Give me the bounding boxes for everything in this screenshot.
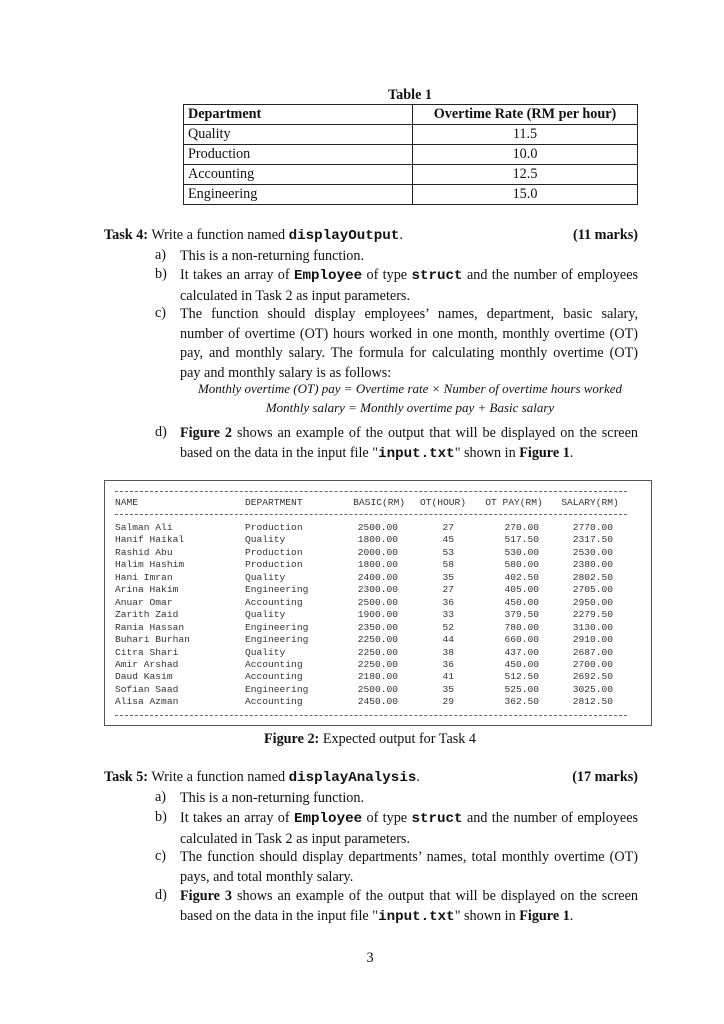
output-cell-dept: Engineering xyxy=(245,683,309,695)
figure-ref: Figure 3 xyxy=(180,888,233,904)
output-cell-name: Anuar Omar xyxy=(115,596,173,608)
output-cell-salary: 2950.00 xyxy=(572,596,613,608)
item-text xyxy=(180,424,638,464)
item-text xyxy=(180,887,638,927)
figure2-caption xyxy=(0,731,724,748)
output-cell-otpay: 525.00 xyxy=(504,683,539,695)
item-label: d) xyxy=(155,887,167,903)
task5-label: Task 5: xyxy=(104,769,149,785)
task4-marks: (11 marks) xyxy=(572,227,638,243)
item-label: c) xyxy=(155,848,167,864)
output-cell-salary: 2705.00 xyxy=(572,584,613,596)
output-cell-ot: 45 xyxy=(442,534,454,546)
output-row xyxy=(115,671,627,684)
output-row xyxy=(115,572,627,585)
output-cell-ot: 27 xyxy=(442,584,454,596)
output-row xyxy=(115,659,627,672)
output-cell-dept: Production xyxy=(245,522,303,533)
table-header-department: Department xyxy=(184,105,413,125)
output-cell-salary: 2770.00 xyxy=(572,522,613,533)
caption-label: Figure 2: xyxy=(263,731,320,747)
output-cell-basic: 1800.00 xyxy=(357,534,398,546)
output-row xyxy=(115,522,627,535)
table-cell-rate: 11.5 xyxy=(413,125,638,145)
caption-text: Expected output for Task 4 xyxy=(322,731,477,747)
item-label: b) xyxy=(155,266,167,282)
figure-ref: Figure 1 xyxy=(519,444,570,461)
figure-ref: Figure 1 xyxy=(519,907,570,924)
header-basic: BASIC(RM) xyxy=(353,497,405,508)
code-employee: Employee xyxy=(294,811,363,827)
table-row xyxy=(184,165,638,185)
output-cell-dept: Quality xyxy=(245,534,286,546)
item-label: d) xyxy=(155,424,167,440)
output-cell-otpay: 512.50 xyxy=(504,671,539,683)
output-cell-otpay: 270.00 xyxy=(504,522,539,533)
output-cell-otpay: 379.50 xyxy=(504,609,539,621)
table-cell-department: Quality xyxy=(184,125,413,145)
output-cell-otpay: 402.50 xyxy=(504,571,539,583)
output-cell-name: Hani Imran xyxy=(115,571,173,583)
code-struct: struct xyxy=(411,268,463,284)
output-row xyxy=(115,622,627,635)
task5-end: . xyxy=(416,769,420,785)
task4-heading xyxy=(104,227,638,244)
item-label: a) xyxy=(155,789,167,805)
text-run: shows an example of the output that will be displayed on the screen based on the data in the input file " xyxy=(180,888,638,924)
table-row xyxy=(184,185,638,205)
formula-salary: Monthly salary = Monthly overtime pay + Basic salary xyxy=(265,400,555,415)
divider xyxy=(115,514,627,515)
output-cell-otpay: 517.50 xyxy=(504,534,539,546)
output-cell-dept: Accounting xyxy=(245,671,303,683)
divider xyxy=(115,715,627,716)
output-cell-ot: 35 xyxy=(442,571,454,583)
header-department: DEPARTMENT xyxy=(245,497,303,508)
output-cell-dept: Production xyxy=(245,559,303,571)
output-cell-basic: 2500.00 xyxy=(357,596,398,608)
text-run: and the number of employees calculated in Task 2 as input parameters. xyxy=(180,810,639,847)
output-cell-salary: 2692.50 xyxy=(572,671,613,683)
output-cell-name: Arina Hakim xyxy=(115,584,179,596)
output-cell-ot: 53 xyxy=(442,546,454,558)
output-row xyxy=(115,684,627,697)
figure-ref: Figure 2 xyxy=(180,425,233,441)
table-cell-department: Engineering xyxy=(184,185,413,205)
table-cell-department: Accounting xyxy=(184,165,413,185)
output-cell-ot: 44 xyxy=(442,634,454,646)
header-salary: SALARY(RM) xyxy=(561,497,619,508)
item-label: a) xyxy=(155,247,167,263)
output-cell-dept: Engineering xyxy=(245,584,309,596)
output-cell-name: Amir Arshad xyxy=(115,658,179,670)
table-cell-rate: 15.0 xyxy=(413,185,638,205)
overtime-rate-table xyxy=(183,104,638,205)
output-cell-dept: Quality xyxy=(245,609,286,621)
output-cell-name: Daud Kasim xyxy=(115,671,173,683)
output-cell-salary: 2910.00 xyxy=(572,634,613,646)
output-cell-name: Rania Hassan xyxy=(115,621,185,633)
output-row xyxy=(115,696,627,709)
output-cell-basic: 2250.00 xyxy=(357,646,398,658)
output-cell-ot: 29 xyxy=(442,696,454,708)
output-cell-otpay: 450.00 xyxy=(504,658,539,670)
output-cell-ot: 33 xyxy=(442,609,454,621)
output-cell-basic: 1800.00 xyxy=(357,559,398,571)
text-run: . xyxy=(569,444,574,461)
text-run: It takes an array of xyxy=(180,267,290,283)
text-run: " shown in xyxy=(454,444,516,461)
item-text: This is a non-returning function. xyxy=(180,790,365,806)
output-cell-ot: 35 xyxy=(442,683,454,695)
output-cell-basic: 2350.00 xyxy=(357,621,398,633)
output-cell-dept: Production xyxy=(245,546,303,558)
output-row xyxy=(115,609,627,622)
page-number: 3 xyxy=(366,950,374,966)
text-run: of type xyxy=(366,267,408,283)
output-cell-salary: 2687.00 xyxy=(572,646,613,658)
output-cell-name: Salman Ali xyxy=(115,522,173,533)
output-cell-basic: 1900.00 xyxy=(357,609,398,621)
output-cell-basic: 2250.00 xyxy=(357,658,398,670)
output-cell-ot: 27 xyxy=(442,522,454,533)
table-cell-rate: 10.0 xyxy=(413,145,638,165)
task5-marks: (17 marks) xyxy=(572,769,638,785)
output-cell-ot: 52 xyxy=(442,621,454,633)
output-cell-name: Citra Shari xyxy=(115,646,179,658)
divider xyxy=(115,491,627,492)
output-header-row xyxy=(115,497,627,510)
task4-label: Task 4: xyxy=(104,227,149,243)
output-cell-salary: 3025.00 xyxy=(572,683,613,695)
task4-end: . xyxy=(399,227,403,243)
code-struct: struct xyxy=(411,811,463,827)
output-cell-ot: 58 xyxy=(442,559,454,571)
output-cell-salary: 2279.50 xyxy=(572,609,613,621)
task5-intro: Write a function named xyxy=(151,769,286,785)
table-cell-department: Production xyxy=(184,145,413,165)
output-cell-basic: 2500.00 xyxy=(357,522,398,533)
output-cell-name: Halim Hashim xyxy=(115,559,185,571)
task5-heading xyxy=(104,769,638,786)
output-row xyxy=(115,597,627,610)
output-row xyxy=(115,647,627,660)
output-cell-basic: 2250.00 xyxy=(357,634,398,646)
output-cell-basic: 2000.00 xyxy=(357,546,398,558)
output-cell-basic: 2180.00 xyxy=(357,671,398,683)
item-text: This is a non-returning function. xyxy=(180,248,365,264)
output-cell-name: Rashid Abu xyxy=(115,546,173,558)
item-text: The function should display departments’ names, total monthly overtime (OT) pays, and total monthly salary. xyxy=(180,849,638,885)
output-cell-salary: 3130.00 xyxy=(572,621,613,633)
output-cell-dept: Quality xyxy=(245,571,286,583)
text-run: . xyxy=(569,907,574,924)
item-text xyxy=(180,809,638,849)
table-header-row xyxy=(184,105,638,125)
table-header-rate: Overtime Rate (RM per hour) xyxy=(413,105,638,125)
output-cell-dept: Quality xyxy=(245,646,286,658)
table-row xyxy=(184,145,638,165)
figure2-output-box xyxy=(104,480,652,726)
output-cell-name: Buhari Burhan xyxy=(115,634,190,646)
text-run: " shown in xyxy=(454,907,516,924)
output-cell-ot: 41 xyxy=(442,671,454,683)
output-cell-otpay: 780.00 xyxy=(504,621,539,633)
output-cell-otpay: 660.00 xyxy=(504,634,539,646)
output-cell-ot: 38 xyxy=(442,646,454,658)
code-filename: input.txt xyxy=(378,445,455,462)
header-ot-hour: OT(HOUR) xyxy=(419,497,467,508)
table1-caption: Table 1 xyxy=(387,87,433,103)
item-text: The function should display employees’ names, department, basic salary, number of overtime (OT) hours worked in one month, monthly overtime (OT) pay, and monthly salary. The formula for calculating monthly overtime (OT) pay and monthly salary is as follows: xyxy=(180,306,638,381)
output-cell-salary: 2802.50 xyxy=(572,571,613,583)
output-row xyxy=(115,559,627,572)
task4-function-name: displayOutput xyxy=(288,228,400,244)
table-cell-rate: 12.5 xyxy=(413,165,638,185)
output-cell-name: Alisa Azman xyxy=(115,696,179,708)
table-row xyxy=(184,125,638,145)
output-cell-salary: 2317.50 xyxy=(572,534,613,546)
text-run: shows an example of the output that will be displayed on the screen based on the data in the input file " xyxy=(180,425,638,461)
formula-ot-pay: Monthly overtime (OT) pay = Overtime rate × Number of overtime hours worked xyxy=(197,381,623,396)
output-cell-basic: 2450.00 xyxy=(357,696,398,708)
output-cell-basic: 2400.00 xyxy=(357,571,398,583)
item-text xyxy=(180,266,638,306)
output-cell-ot: 36 xyxy=(442,658,454,670)
task5-function-name: displayAnalysis xyxy=(288,770,417,786)
output-row xyxy=(115,584,627,597)
output-cell-salary: 2380.00 xyxy=(572,559,613,571)
output-cell-name: Zarith Zaid xyxy=(115,609,179,621)
output-cell-dept: Accounting xyxy=(245,596,303,608)
output-cell-basic: 2500.00 xyxy=(357,683,398,695)
output-cell-dept: Accounting xyxy=(245,658,303,670)
output-cell-dept: Engineering xyxy=(245,621,309,633)
output-cell-otpay: 362.50 xyxy=(504,696,539,708)
code-employee: Employee xyxy=(294,268,363,284)
output-cell-salary: 2700.00 xyxy=(572,658,613,670)
item-label: b) xyxy=(155,809,167,825)
text-run: of type xyxy=(366,810,408,826)
output-cell-salary: 2530.00 xyxy=(572,546,613,558)
output-cell-otpay: 437.00 xyxy=(504,646,539,658)
output-row xyxy=(115,534,627,547)
item-label: c) xyxy=(155,305,167,321)
output-cell-ot: 36 xyxy=(442,596,454,608)
output-cell-dept: Accounting xyxy=(245,696,303,708)
output-cell-otpay: 405.00 xyxy=(504,584,539,596)
text-run: It takes an array of xyxy=(180,810,290,826)
task4-intro: Write a function named xyxy=(151,227,286,243)
output-cell-salary: 2812.50 xyxy=(572,696,613,708)
output-cell-otpay: 580.00 xyxy=(504,559,539,571)
code-filename: input.txt xyxy=(378,908,455,925)
text-run: and the number of employees calculated in Task 2 as input parameters. xyxy=(180,267,639,304)
output-cell-name: Sofian Saad xyxy=(115,683,179,695)
output-row xyxy=(115,547,627,560)
output-cell-basic: 2300.00 xyxy=(357,584,398,596)
output-cell-otpay: 530.00 xyxy=(504,546,539,558)
header-ot-pay: OT PAY(RM) xyxy=(485,497,543,508)
header-name: NAME xyxy=(115,497,139,508)
output-cell-otpay: 450.00 xyxy=(504,596,539,608)
output-cell-dept: Engineering xyxy=(245,634,309,646)
output-cell-name: Hanif Haikal xyxy=(115,534,185,546)
output-row xyxy=(115,634,627,647)
